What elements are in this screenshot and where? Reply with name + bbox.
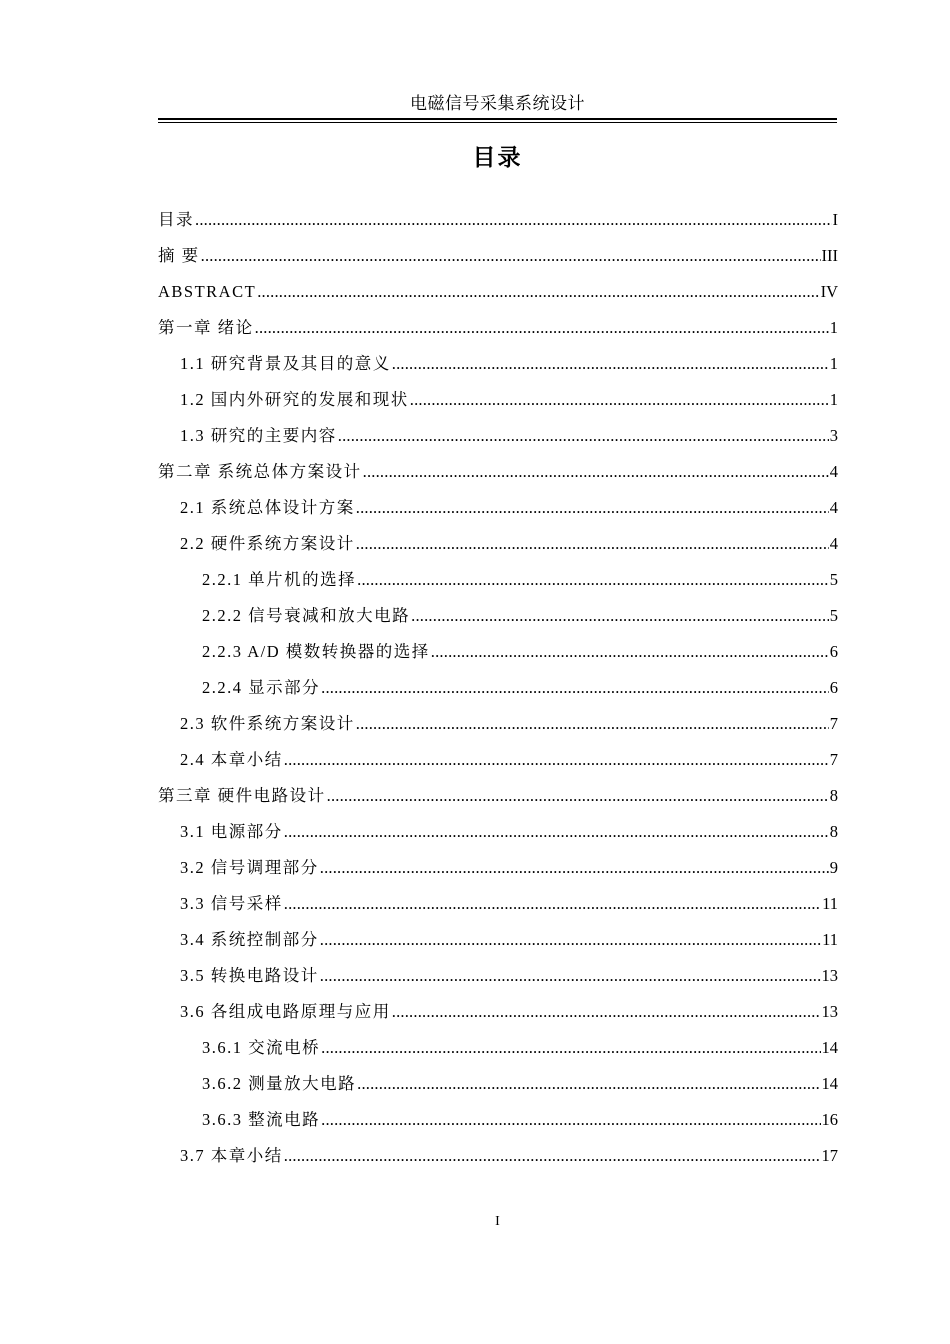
toc-entry-page: 8 <box>829 822 838 841</box>
toc-entry-page: 6 <box>829 678 838 697</box>
toc-entry-page: 8 <box>829 786 838 805</box>
toc-dot-leader <box>431 634 829 670</box>
toc-entry-page: 11 <box>822 930 838 949</box>
toc-entry-label: 摘 要 <box>158 246 200 265</box>
toc-entry[interactable] <box>158 958 838 994</box>
toc-entry-label: 3.5 转换电路设计 <box>180 966 319 985</box>
toc-dot-leader <box>321 1030 820 1066</box>
header-rule-thin <box>158 122 837 123</box>
toc-entry-page: 1 <box>829 390 838 409</box>
toc-entry[interactable] <box>158 1138 838 1174</box>
toc-entry-label: 2.3 软件系统方案设计 <box>180 714 355 733</box>
toc-dot-leader <box>320 958 821 994</box>
toc-entry-label: 3.6 各组成电路原理与应用 <box>180 1002 391 1021</box>
toc-entry-page: 1 <box>829 318 838 337</box>
toc-dot-leader <box>357 1066 820 1102</box>
header-rule-thick <box>158 118 837 120</box>
toc-entry[interactable] <box>158 346 838 382</box>
toc-entry-page: 5 <box>829 606 838 625</box>
toc-dot-leader <box>338 418 829 454</box>
toc-entry-page: 4 <box>829 462 838 481</box>
toc-entry-page: 4 <box>829 534 838 553</box>
toc-dot-leader <box>356 490 829 526</box>
toc-entry-page: 1 <box>829 354 838 373</box>
toc-entry-label: 2.2.4 显示部分 <box>202 678 321 697</box>
toc-entry-page: 11 <box>822 894 838 913</box>
toc-entry[interactable] <box>158 454 838 490</box>
toc-entry-label: 3.6.3 整流电路 <box>202 1110 321 1129</box>
toc-entry-label: 1.3 研究的主要内容 <box>180 426 337 445</box>
toc-entry-page: 3 <box>829 426 838 445</box>
toc-dot-leader <box>321 1102 820 1138</box>
toc-dot-leader <box>255 310 829 346</box>
toc-entry-label: 3.6.1 交流电桥 <box>202 1038 321 1057</box>
toc-entry-page: 16 <box>821 1110 838 1129</box>
toc-entry-label: 2.2.2 信号衰减和放大电路 <box>202 606 411 625</box>
toc-entry-page: 7 <box>829 750 838 769</box>
toc-entry[interactable] <box>158 202 838 238</box>
toc-entry-page: 17 <box>821 1146 838 1165</box>
toc-entry[interactable] <box>158 706 838 742</box>
toc-entry-label: 第二章 系统总体方案设计 <box>158 462 362 481</box>
toc-entry[interactable] <box>158 238 838 274</box>
toc-entry-label: 2.2.3 A/D 模数转换器的选择 <box>202 642 430 661</box>
toc-entry[interactable] <box>158 1030 838 1066</box>
toc-dot-leader <box>357 562 829 598</box>
toc-dot-leader <box>363 454 829 490</box>
toc-entry[interactable] <box>158 922 838 958</box>
toc-entry[interactable] <box>158 598 838 634</box>
toc-dot-leader <box>392 346 829 382</box>
toc-entry[interactable] <box>158 382 838 418</box>
toc-entry-label: 1.1 研究背景及其目的意义 <box>180 354 391 373</box>
toc-dot-leader <box>392 994 821 1030</box>
toc-entry-page: 14 <box>821 1038 838 1057</box>
toc-entry-label: 目录 <box>158 210 194 229</box>
table-of-contents <box>158 202 838 1174</box>
toc-entry[interactable] <box>158 814 838 850</box>
toc-dot-leader <box>327 778 829 814</box>
toc-dot-leader <box>356 526 829 562</box>
toc-entry-label: 3.1 电源部分 <box>180 822 283 841</box>
toc-entry-page: 5 <box>829 570 838 589</box>
toc-entry-label: 2.2 硬件系统方案设计 <box>180 534 355 553</box>
toc-entry-label: 3.3 信号采样 <box>180 894 283 913</box>
toc-entry[interactable] <box>158 994 838 1030</box>
toc-entry[interactable] <box>158 1066 838 1102</box>
toc-dot-leader <box>284 1138 821 1174</box>
toc-entry-page: IV <box>820 282 838 301</box>
toc-entry-page: 13 <box>821 966 838 985</box>
toc-dot-leader <box>410 382 829 418</box>
toc-entry[interactable] <box>158 562 838 598</box>
toc-entry-label: 3.7 本章小结 <box>180 1146 283 1165</box>
toc-entry-page: 7 <box>829 714 838 733</box>
toc-dot-leader <box>201 238 821 274</box>
toc-entry-label: 3.2 信号调理部分 <box>180 858 319 877</box>
toc-entry-page: 9 <box>829 858 838 877</box>
toc-entry[interactable] <box>158 274 838 310</box>
toc-entry[interactable] <box>158 850 838 886</box>
toc-entry-page: III <box>821 246 838 265</box>
toc-entry-label: 2.2.1 单片机的选择 <box>202 570 357 589</box>
toc-entry[interactable] <box>158 634 838 670</box>
toc-dot-leader <box>257 274 819 310</box>
toc-entry-label: 3.4 系统控制部分 <box>180 930 319 949</box>
toc-entry[interactable] <box>158 742 838 778</box>
toc-dot-leader <box>284 886 821 922</box>
toc-entry-label: 2.4 本章小结 <box>180 750 283 769</box>
toc-entry[interactable] <box>158 1102 838 1138</box>
toc-entry[interactable] <box>158 670 838 706</box>
toc-dot-leader <box>411 598 829 634</box>
toc-dot-leader <box>320 922 821 958</box>
toc-dot-leader <box>284 742 829 778</box>
toc-entry[interactable] <box>158 418 838 454</box>
toc-entry-page: I <box>832 210 838 229</box>
toc-entry-label: 3.6.2 测量放大电路 <box>202 1074 357 1093</box>
toc-dot-leader <box>321 670 829 706</box>
toc-entry[interactable] <box>158 886 838 922</box>
toc-dot-leader <box>284 814 829 850</box>
toc-entry-label: 第三章 硬件电路设计 <box>158 786 326 805</box>
toc-entry[interactable] <box>158 778 838 814</box>
toc-entry-label: 第一章 绪论 <box>158 318 254 337</box>
toc-entry[interactable] <box>158 310 838 346</box>
toc-entry-page: 6 <box>829 642 838 661</box>
toc-entry[interactable] <box>158 490 838 526</box>
toc-dot-leader <box>356 706 829 742</box>
running-header: 电磁信号采集系统设计 <box>410 94 585 113</box>
toc-entry[interactable] <box>158 526 838 562</box>
toc-entry-label: ABSTRACT <box>158 282 257 301</box>
toc-entry-page: 14 <box>821 1074 838 1093</box>
toc-dot-leader <box>195 202 832 238</box>
footer-page-number: I <box>495 1214 500 1229</box>
toc-entry-page: 13 <box>821 1002 838 1021</box>
toc-entry-label: 2.1 系统总体设计方案 <box>180 498 355 517</box>
toc-entry-label: 1.2 国内外研究的发展和现状 <box>180 390 409 409</box>
toc-title: 目录 <box>472 145 523 171</box>
toc-entry-page: 4 <box>829 498 838 517</box>
toc-dot-leader <box>320 850 829 886</box>
